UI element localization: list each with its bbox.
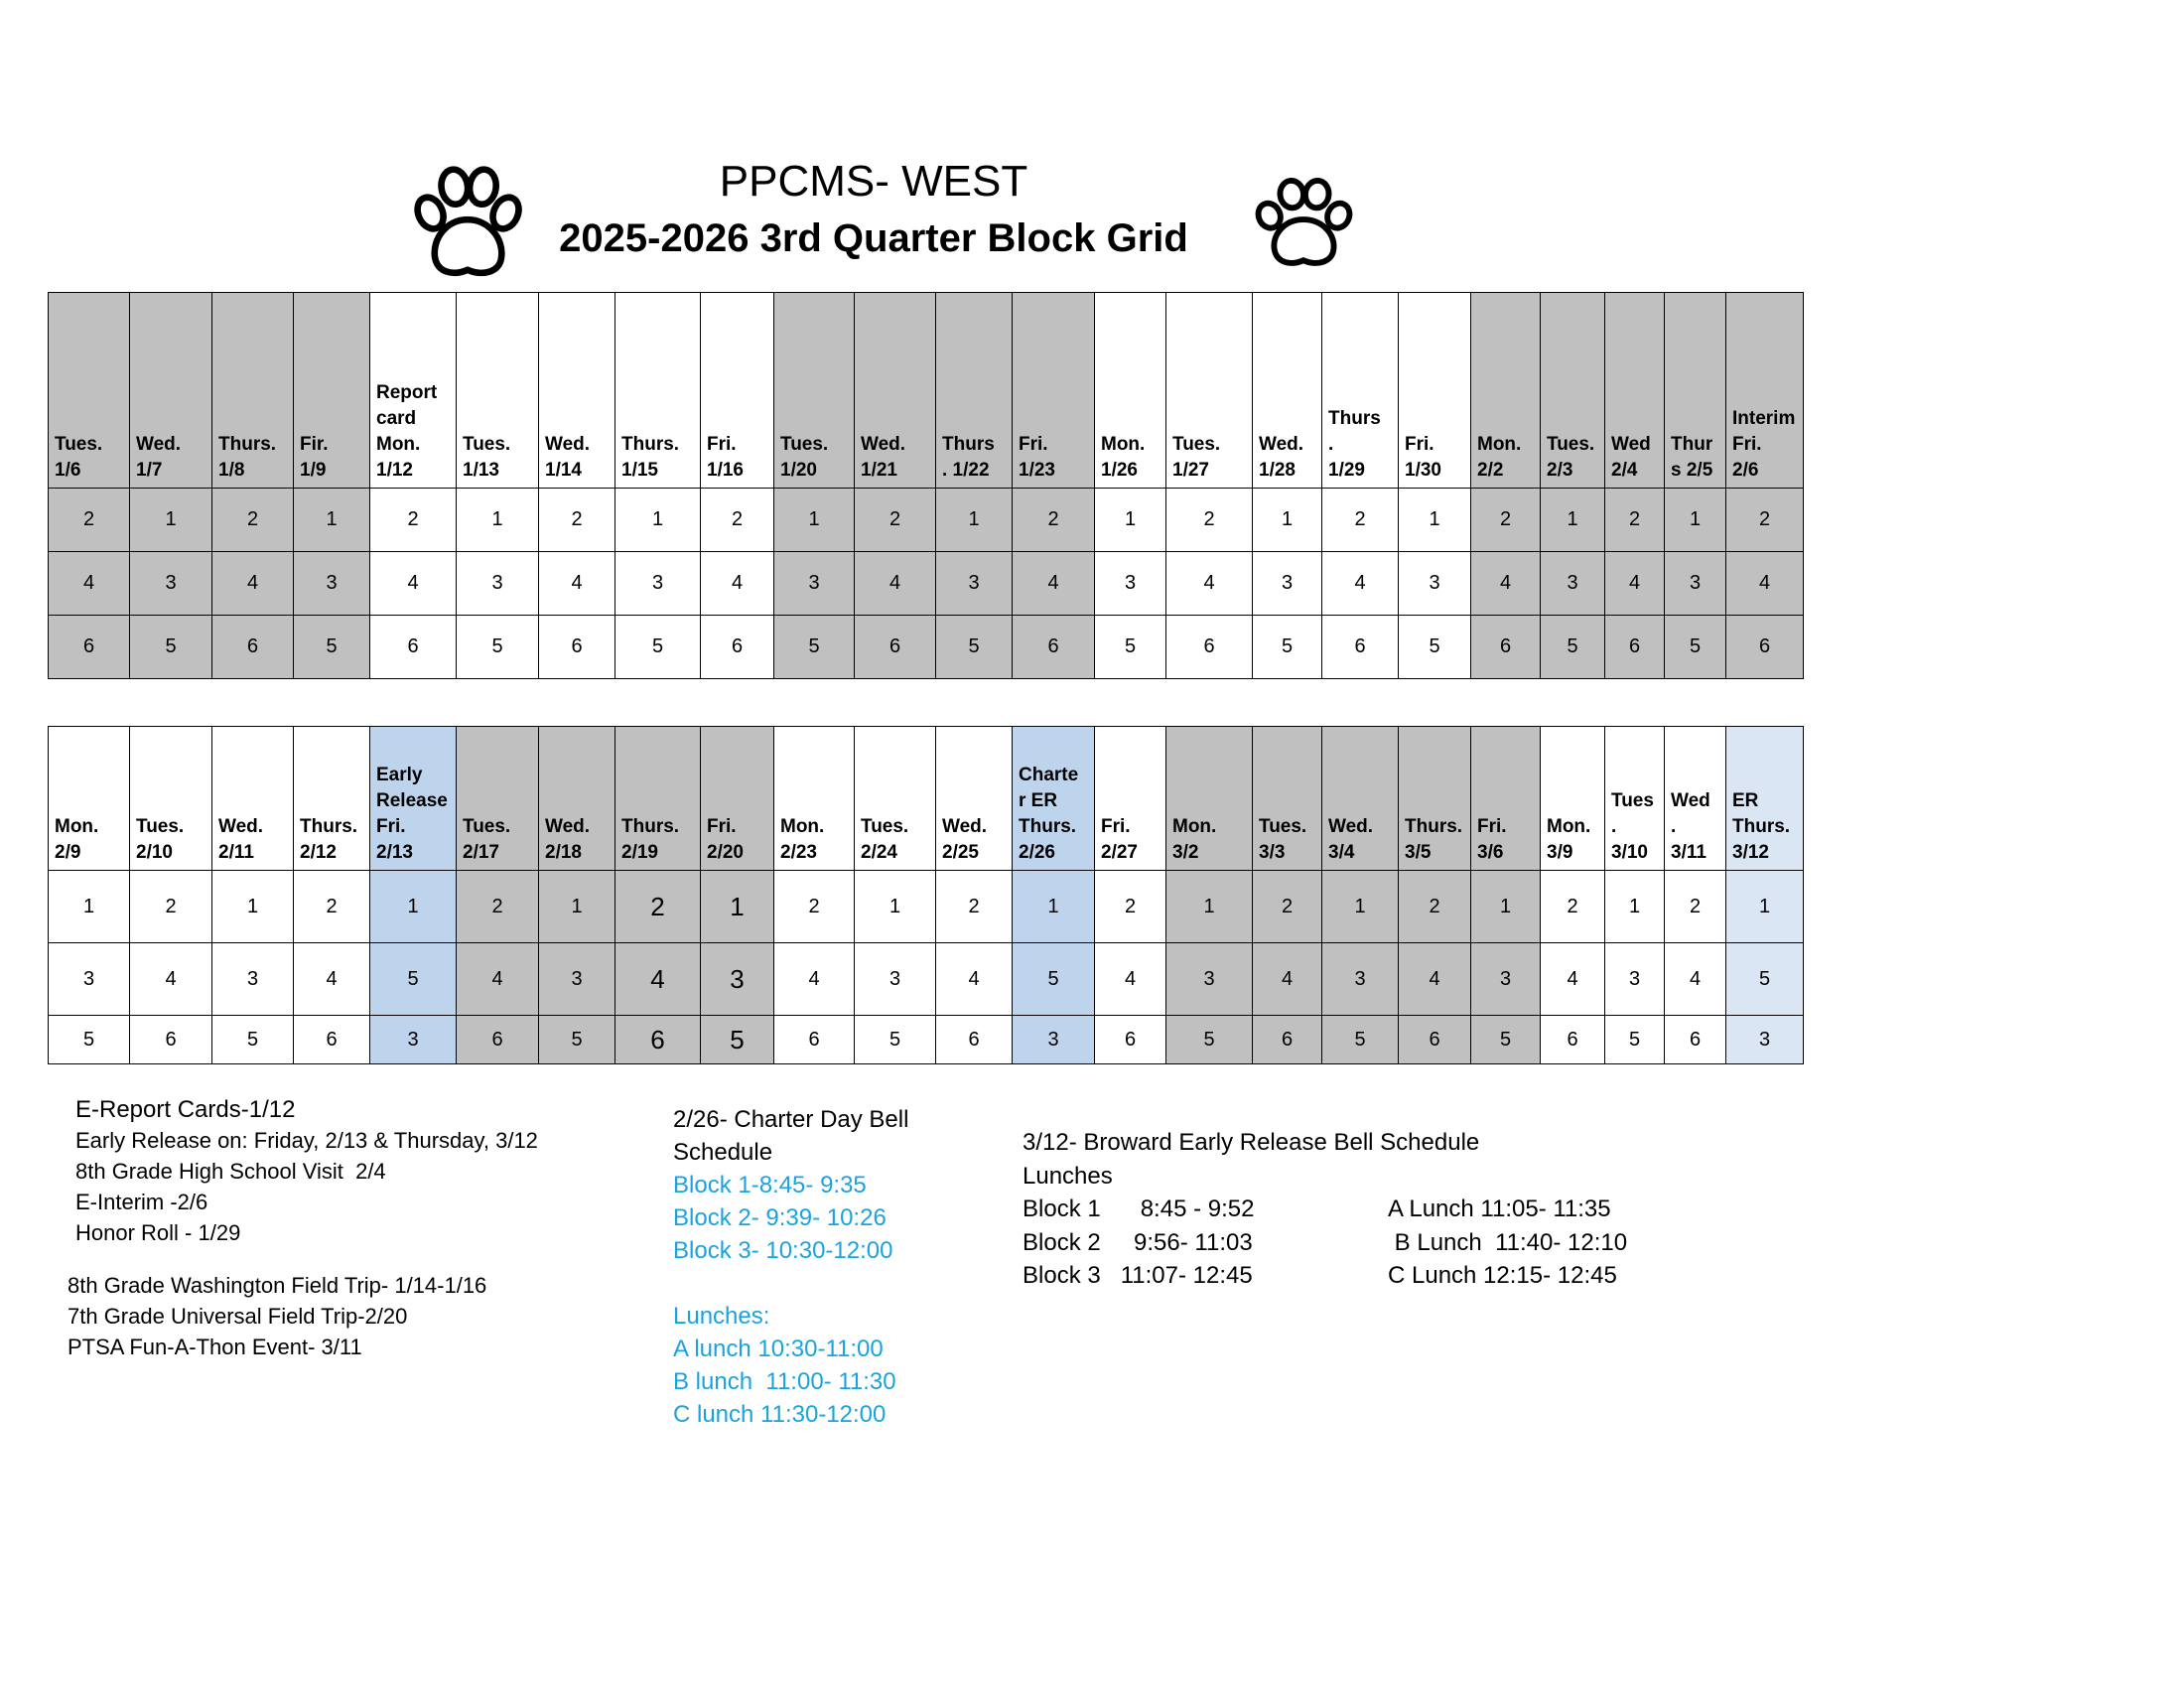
block-cell: 3 (49, 943, 130, 1016)
broward-row-3 (1023, 1259, 1627, 1293)
block-cell: 2 (936, 871, 1013, 943)
date-header-cell: Tues . 3/10 (1605, 727, 1665, 871)
block-cell: 6 (539, 616, 615, 679)
broward-row-2 (1023, 1226, 1627, 1260)
block-cell: 6 (294, 1016, 370, 1064)
date-header-cell: Fir. 1/9 (294, 293, 370, 489)
date-header-cell: Wed. 2/11 (212, 727, 294, 871)
block-cell: 5 (1471, 1016, 1541, 1064)
charter-lunches-heading: Lunches: (673, 1303, 770, 1330)
block-cell: 4 (1605, 552, 1665, 616)
block-cell: 5 (1726, 943, 1804, 1016)
block-cell: 2 (539, 489, 615, 552)
date-header-cell: Mon. 2/2 (1471, 293, 1541, 489)
block-cell: 3 (539, 943, 615, 1016)
block-row (49, 489, 1804, 552)
date-header-cell: Fri. 1/23 (1013, 293, 1095, 489)
block-cell: 4 (615, 943, 701, 1016)
date-header-cell: Wed. 1/21 (855, 293, 936, 489)
block-cell: 6 (1013, 616, 1095, 679)
block-cell: 1 (1253, 489, 1322, 552)
date-header-cell: Thurs. 2/19 (615, 727, 701, 871)
broward-block-2: Block 2 9:56- 11:03 (1023, 1228, 1253, 1256)
block-cell: 3 (1605, 943, 1665, 1016)
block-cell: 4 (774, 943, 855, 1016)
block-row (49, 1016, 1804, 1064)
date-header-cell: Thur s 2/5 (1665, 293, 1726, 489)
block-cell: 2 (774, 871, 855, 943)
block-cell: 5 (855, 1016, 936, 1064)
block-cell: 2 (1605, 489, 1665, 552)
block-cell: 1 (1541, 489, 1605, 552)
block-cell: 3 (130, 552, 212, 616)
block-cell: 3 (615, 552, 701, 616)
block-cell: 1 (1322, 871, 1399, 943)
date-header-cell: Wed. 1/28 (1253, 293, 1322, 489)
block-cell: 6 (1166, 616, 1253, 679)
block-cell: 5 (457, 616, 539, 679)
block-cell: 3 (370, 1016, 457, 1064)
block-cell: 5 (1541, 616, 1605, 679)
block-cell: 3 (1253, 552, 1322, 616)
block-cell: 1 (774, 489, 855, 552)
block-cell: 1 (130, 489, 212, 552)
block-cell: 6 (1471, 616, 1541, 679)
block-grid-february-march (48, 726, 1804, 1064)
block-cell: 4 (539, 552, 615, 616)
block-cell: 2 (855, 489, 936, 552)
block-cell: 5 (1095, 616, 1166, 679)
block-cell: 4 (1471, 552, 1541, 616)
broward-early-release-schedule (1023, 1126, 1627, 1293)
block-cell: 1 (294, 489, 370, 552)
block-cell: 1 (1665, 489, 1726, 552)
block-cell: 5 (701, 1016, 774, 1064)
broward-lunch-a: A Lunch 11:05- 11:35 (1388, 1196, 1611, 1222)
block-cell: 5 (49, 1016, 130, 1064)
block-cell: 3 (1399, 552, 1471, 616)
note-report-cards: E-Report Cards-1/12 (75, 1096, 296, 1123)
block-cell: 3 (855, 943, 936, 1016)
block-cell: 3 (936, 552, 1013, 616)
note-ptsa-event: PTSA Fun-A-Thon Event- 3/11 (68, 1335, 362, 1359)
school-title: PPCMS- WEST (719, 157, 1028, 206)
date-header-cell: Thurs. 1/8 (212, 293, 294, 489)
block-row (49, 616, 1804, 679)
block-cell: 4 (1322, 552, 1399, 616)
date-header-cell: Fri. 1/16 (701, 293, 774, 489)
block-cell: 4 (130, 943, 212, 1016)
block-cell: 5 (1665, 616, 1726, 679)
block-cell: 1 (1013, 871, 1095, 943)
block-cell: 2 (1471, 489, 1541, 552)
block-cell: 1 (539, 871, 615, 943)
block-cell: 2 (1166, 489, 1253, 552)
charter-heading: 2/26- Charter Day Bell (673, 1106, 909, 1133)
block-cell: 1 (457, 489, 539, 552)
block-row (49, 871, 1804, 943)
block-cell: 3 (1471, 943, 1541, 1016)
block-cell: 1 (615, 489, 701, 552)
date-header-cell: Tues. 2/24 (855, 727, 936, 871)
block-cell: 3 (212, 943, 294, 1016)
block-cell: 2 (130, 871, 212, 943)
block-cell: 2 (1399, 871, 1471, 943)
date-header-cell: Mon. 3/9 (1541, 727, 1605, 871)
date-header-cell: Wed. 1/7 (130, 293, 212, 489)
important-dates-notes (68, 1094, 538, 1362)
block-cell: 1 (855, 871, 936, 943)
block-cell: 2 (1726, 489, 1804, 552)
block-cell: 6 (130, 1016, 212, 1064)
block-cell: 4 (370, 552, 457, 616)
block-cell: 6 (457, 1016, 539, 1064)
block-cell: 1 (1095, 489, 1166, 552)
broward-lunch-c: C Lunch 12:15- 12:45 (1388, 1262, 1617, 1289)
block-cell: 1 (1471, 871, 1541, 943)
date-header-cell: Early Release Fri. 2/13 (370, 727, 457, 871)
page-title: 2025-2026 3rd Quarter Block Grid (559, 216, 1188, 260)
block-cell: 6 (1605, 616, 1665, 679)
grid-header-row (49, 727, 1804, 871)
block-cell: 4 (212, 552, 294, 616)
block-cell: 5 (370, 943, 457, 1016)
block-cell: 6 (212, 616, 294, 679)
note-hs-visit: 8th Grade High School Visit 2/4 (75, 1159, 386, 1184)
charter-block-1: Block 1-8:45- 9:35 (673, 1172, 867, 1198)
grid-header-row (49, 293, 1804, 489)
block-cell: 6 (49, 616, 130, 679)
charter-block-2: Block 2- 9:39- 10:26 (673, 1204, 887, 1231)
date-header-cell: Charte r ER Thurs. 2/26 (1013, 727, 1095, 871)
block-cell: 5 (294, 616, 370, 679)
block-cell: 1 (1605, 871, 1665, 943)
block-cell: 3 (1322, 943, 1399, 1016)
broward-row-1 (1023, 1193, 1627, 1226)
block-cell: 4 (701, 552, 774, 616)
block-cell: 3 (1541, 552, 1605, 616)
block-cell: 2 (1541, 871, 1605, 943)
block-cell: 3 (1013, 1016, 1095, 1064)
block-cell: 2 (1253, 871, 1322, 943)
block-cell: 6 (615, 1016, 701, 1064)
block-cell: 6 (1095, 1016, 1166, 1064)
charter-lunch-a: A lunch 10:30-11:00 (673, 1336, 884, 1362)
date-header-cell: Tues. 1/13 (457, 293, 539, 489)
block-cell: 2 (1322, 489, 1399, 552)
date-header-cell: Wed. 2/18 (539, 727, 615, 871)
charter-lunch-c: C lunch 11:30-12:00 (673, 1401, 887, 1428)
block-cell: 2 (294, 871, 370, 943)
block-cell: 4 (49, 552, 130, 616)
charter-day-schedule (673, 1103, 908, 1431)
block-cell: 3 (1095, 552, 1166, 616)
date-header-cell: Wed . 3/11 (1665, 727, 1726, 871)
date-header-cell: Tues. 2/3 (1541, 293, 1605, 489)
block-cell: 6 (1665, 1016, 1726, 1064)
date-header-cell: Tues. 2/10 (130, 727, 212, 871)
date-header-cell: Thurs. 1/15 (615, 293, 701, 489)
block-cell: 5 (774, 616, 855, 679)
date-header-cell: Wed. 1/14 (539, 293, 615, 489)
date-header-cell: Interim Fri. 2/6 (1726, 293, 1804, 489)
broward-block-1: Block 1 8:45 - 9:52 (1023, 1196, 1255, 1222)
date-header-cell: Thurs . 1/29 (1322, 293, 1399, 489)
block-cell: 4 (1253, 943, 1322, 1016)
block-cell: 6 (855, 616, 936, 679)
date-header-cell: Mon. 3/2 (1166, 727, 1253, 871)
block-cell: 6 (936, 1016, 1013, 1064)
note-field-trip-7th: 7th Grade Universal Field Trip-2/20 (68, 1304, 408, 1329)
block-cell: 5 (1399, 616, 1471, 679)
date-header-cell: Tues. 3/3 (1253, 727, 1322, 871)
block-cell: 1 (370, 871, 457, 943)
block-cell: 5 (130, 616, 212, 679)
date-header-cell: Tues. 2/17 (457, 727, 539, 871)
block-cell: 2 (615, 871, 701, 943)
block-cell: 4 (1095, 943, 1166, 1016)
block-grid-january-february (48, 292, 1804, 679)
block-cell: 4 (1726, 552, 1804, 616)
date-header-cell: Wed. 3/4 (1322, 727, 1399, 871)
block-cell: 5 (615, 616, 701, 679)
block-cell: 5 (936, 616, 1013, 679)
date-header-cell: Mon. 2/9 (49, 727, 130, 871)
block-cell: 6 (701, 616, 774, 679)
date-header-cell: Wed 2/4 (1605, 293, 1665, 489)
block-cell: 1 (49, 871, 130, 943)
block-cell: 2 (457, 871, 539, 943)
block-cell: 6 (1253, 1016, 1322, 1064)
note-field-trip-8th: 8th Grade Washington Field Trip- 1/14-1/16 (68, 1273, 487, 1298)
block-cell: 6 (1726, 616, 1804, 679)
broward-subheading: Lunches (1023, 1162, 1113, 1190)
charter-lunch-b: B lunch 11:00- 11:30 (673, 1368, 896, 1395)
block-cell: 4 (1541, 943, 1605, 1016)
block-cell: 6 (370, 616, 457, 679)
block-cell: 3 (294, 552, 370, 616)
date-header-cell: Tues. 1/6 (49, 293, 130, 489)
block-cell: 5 (1166, 1016, 1253, 1064)
charter-block-3: Block 3- 10:30-12:00 (673, 1237, 893, 1264)
block-cell: 6 (1541, 1016, 1605, 1064)
block-cell: 4 (1166, 552, 1253, 616)
broward-lunch-b: B Lunch 11:40- 12:10 (1388, 1228, 1628, 1256)
block-cell: 2 (370, 489, 457, 552)
block-cell: 5 (1013, 943, 1095, 1016)
block-cell: 4 (855, 552, 936, 616)
block-cell: 1 (701, 871, 774, 943)
block-cell: 2 (701, 489, 774, 552)
block-cell: 1 (1166, 871, 1253, 943)
block-cell: 1 (936, 489, 1013, 552)
date-header-cell: Thurs. 3/5 (1399, 727, 1471, 871)
block-cell: 1 (1726, 871, 1804, 943)
block-cell: 6 (1399, 1016, 1471, 1064)
block-cell: 1 (212, 871, 294, 943)
block-cell: 3 (457, 552, 539, 616)
block-cell: 3 (1665, 552, 1726, 616)
note-early-release: Early Release on: Friday, 2/13 & Thursday, 3/12 (75, 1128, 538, 1153)
block-cell: 2 (212, 489, 294, 552)
note-honor-roll: Honor Roll - 1/29 (75, 1220, 241, 1245)
block-cell: 4 (294, 943, 370, 1016)
date-header-cell: Tues. 1/20 (774, 293, 855, 489)
block-cell: 2 (1013, 489, 1095, 552)
date-header-cell: Thurs. 2/12 (294, 727, 370, 871)
block-cell: 4 (936, 943, 1013, 1016)
block-cell: 3 (701, 943, 774, 1016)
block-cell: 6 (1322, 616, 1399, 679)
block-cell: 2 (49, 489, 130, 552)
block-cell: 5 (1605, 1016, 1665, 1064)
date-header-cell: Mon. 2/23 (774, 727, 855, 871)
broward-block-3: Block 3 11:07- 12:45 (1023, 1262, 1253, 1289)
block-cell: 4 (457, 943, 539, 1016)
block-cell: 4 (1399, 943, 1471, 1016)
block-cell: 3 (774, 552, 855, 616)
date-header-cell: Wed. 2/25 (936, 727, 1013, 871)
block-cell: 5 (212, 1016, 294, 1064)
block-cell: 4 (1013, 552, 1095, 616)
block-cell: 1 (1399, 489, 1471, 552)
block-cell: 3 (1726, 1016, 1804, 1064)
date-header-cell: Tues. 1/27 (1166, 293, 1253, 489)
block-cell: 5 (539, 1016, 615, 1064)
block-cell: 3 (1166, 943, 1253, 1016)
date-header-cell: Fri. 2/27 (1095, 727, 1166, 871)
date-header-cell: Fri. 2/20 (701, 727, 774, 871)
paw-print-icon (413, 161, 522, 285)
date-header-cell: Fri. 1/30 (1399, 293, 1471, 489)
date-header-cell: Report card Mon. 1/12 (370, 293, 457, 489)
block-cell: 4 (1665, 943, 1726, 1016)
block-row (49, 552, 1804, 616)
date-header-cell: Thurs . 1/22 (936, 293, 1013, 489)
block-cell: 5 (1322, 1016, 1399, 1064)
date-header-cell: Fri. 3/6 (1471, 727, 1541, 871)
date-header-cell: Mon. 1/26 (1095, 293, 1166, 489)
block-row (49, 943, 1804, 1016)
block-cell: 6 (774, 1016, 855, 1064)
block-cell: 5 (1253, 616, 1322, 679)
date-header-cell: ER Thurs. 3/12 (1726, 727, 1804, 871)
block-cell: 2 (1095, 871, 1166, 943)
broward-heading: 3/12- Broward Early Release Bell Schedule (1023, 1129, 1480, 1156)
charter-heading-2: Schedule (673, 1139, 773, 1166)
paw-print-icon (1253, 175, 1354, 272)
note-interim: E-Interim -2/6 (75, 1190, 208, 1214)
block-cell: 2 (1665, 871, 1726, 943)
